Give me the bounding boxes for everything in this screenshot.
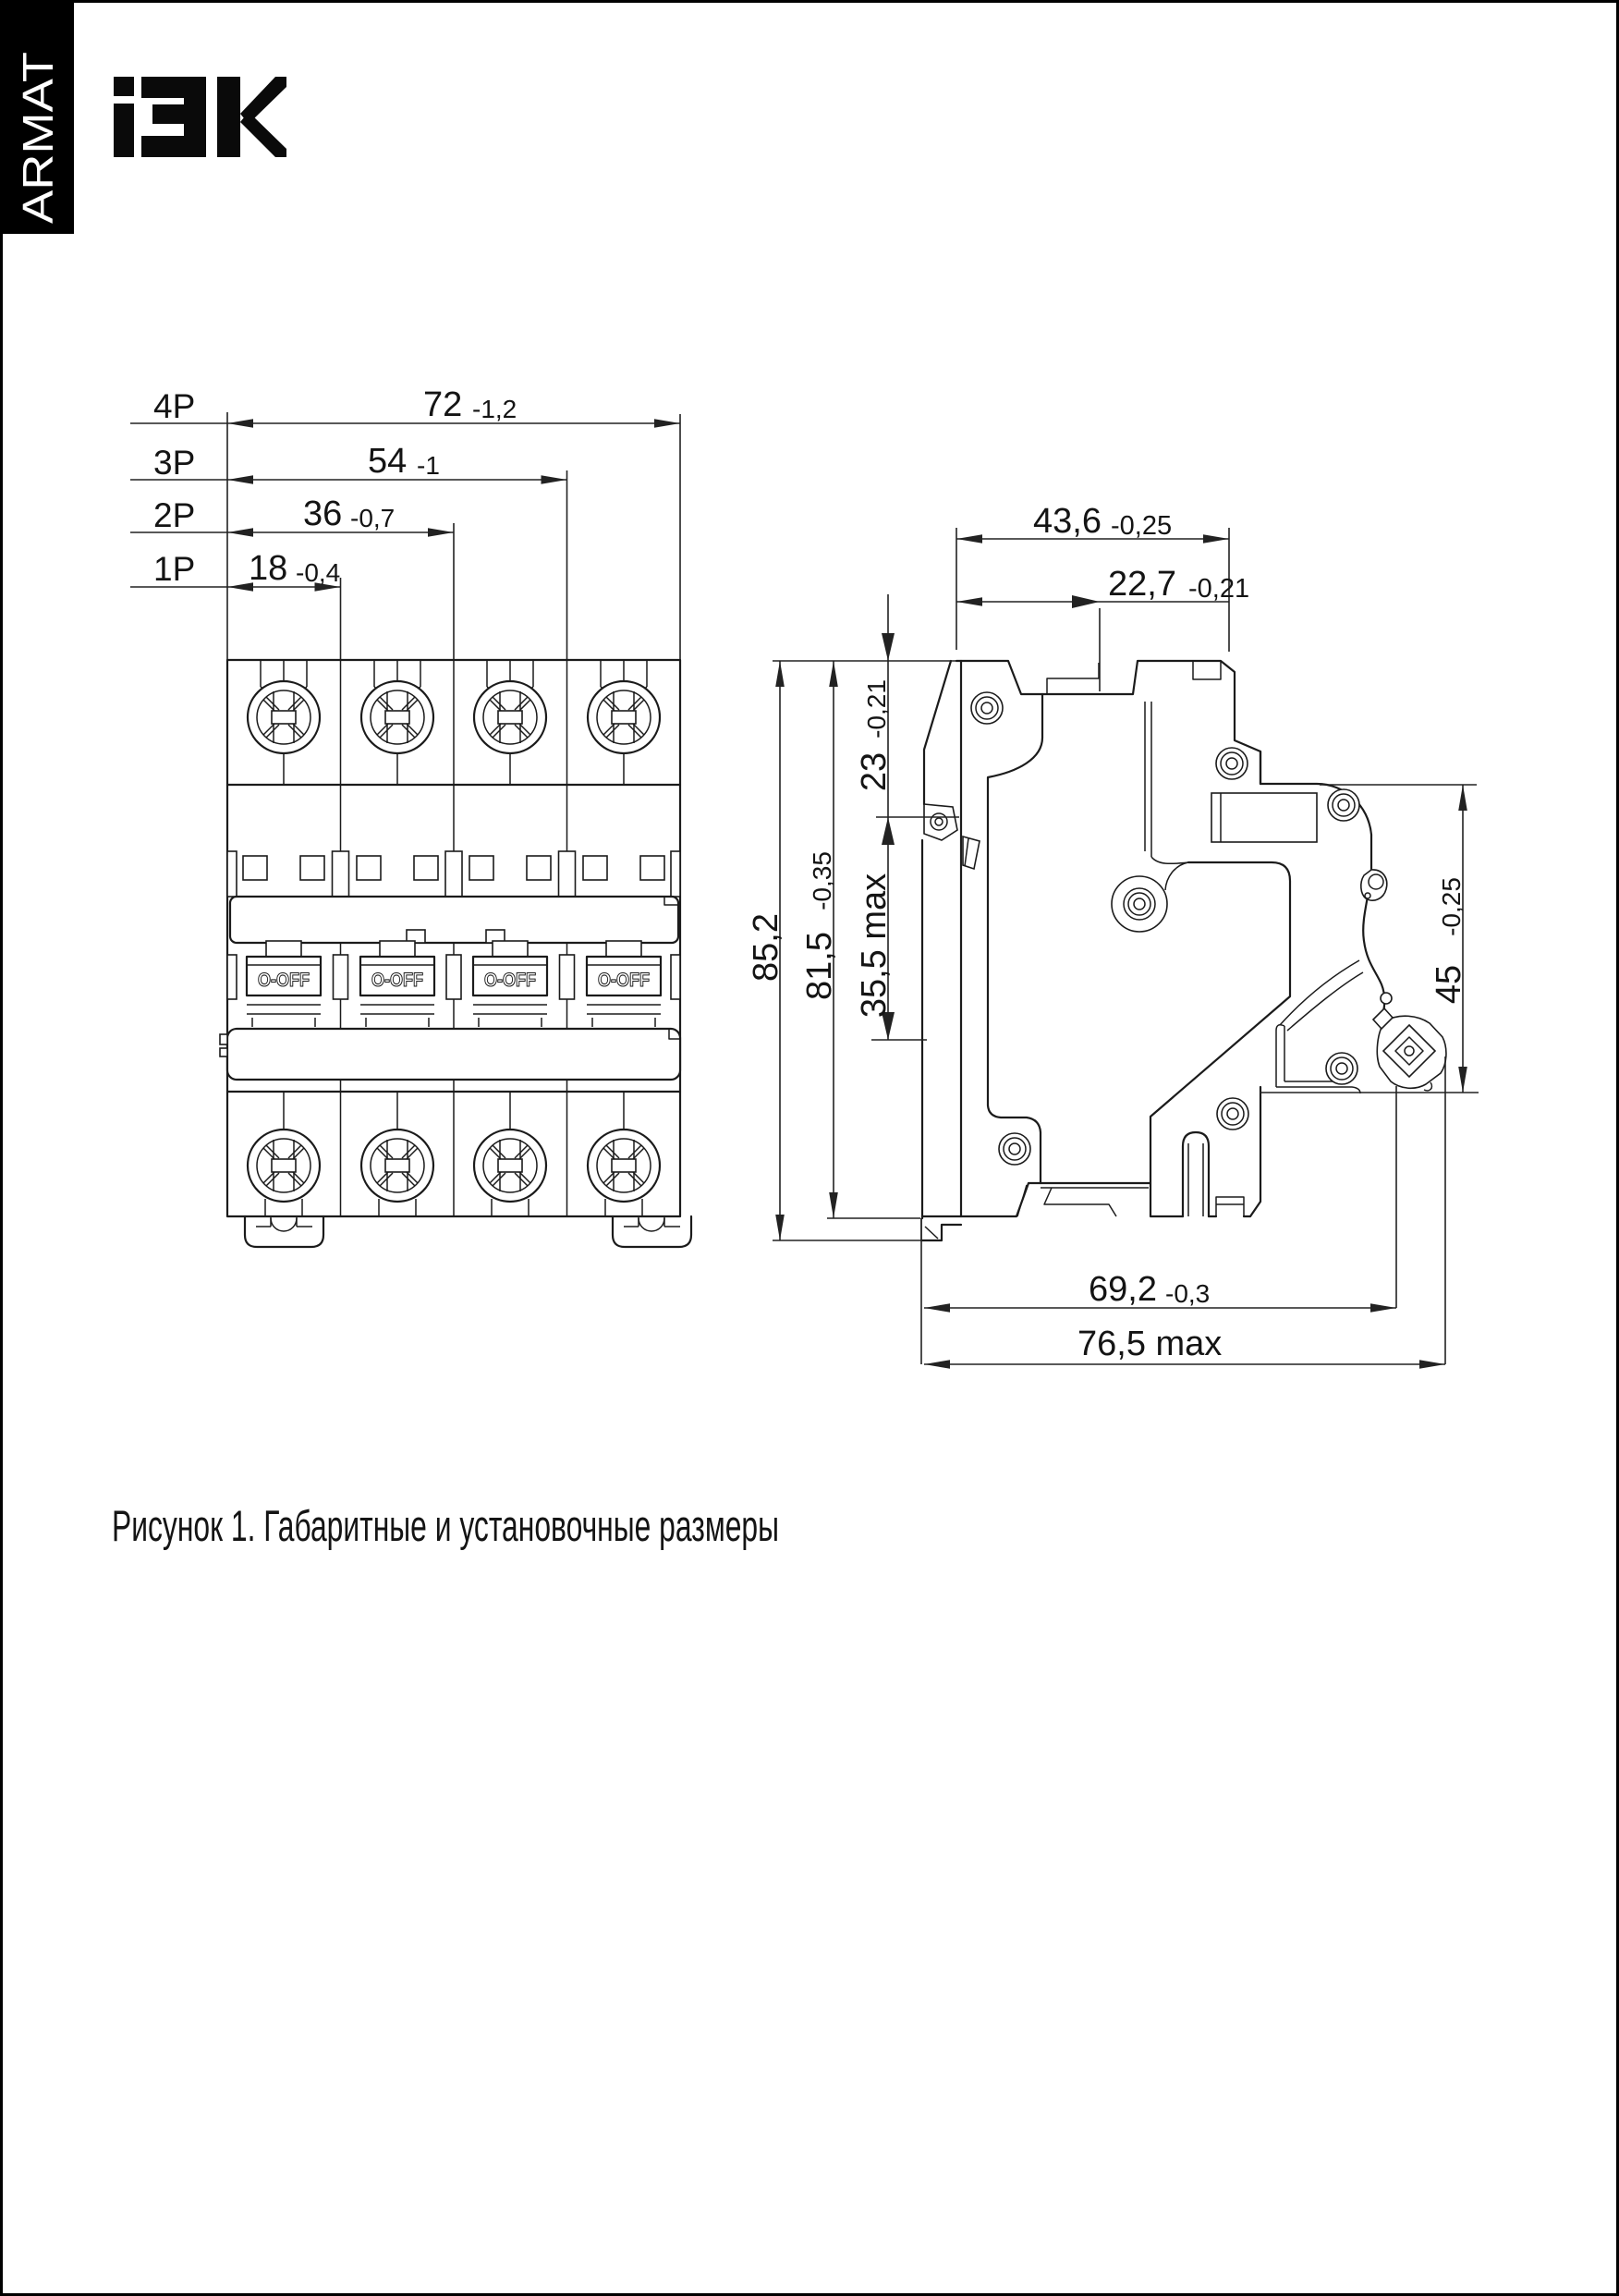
pole-count-label-4p: 4P	[153, 387, 196, 425]
brand-sidebar	[3, 3, 74, 234]
handle-off-label-3: O-OFF	[484, 970, 537, 991]
dim-35-5-value: 35,5 max	[855, 873, 894, 1019]
dim-69-2-value: 69,2	[1089, 1270, 1157, 1309]
pole-count-label-2p: 2P	[153, 496, 196, 534]
handle-off-label-4: O-OFF	[598, 970, 651, 991]
dim-22-7-tolerance: -0,21	[1188, 574, 1250, 604]
dim-23-value: 23	[855, 751, 894, 792]
dim-4p-value: 72	[423, 385, 463, 424]
dim-4p-tolerance: -1,2	[472, 395, 517, 423]
dim-85-2-value: 85,2	[747, 913, 785, 982]
dim-69-2-tolerance: -0,3	[1165, 1279, 1211, 1308]
dim-45-value: 45	[1430, 964, 1468, 1005]
dim-81-5-tolerance: -0,35	[808, 851, 836, 910]
toggle-handle-pole1	[247, 957, 321, 1027]
dim-2p-value: 36	[303, 495, 343, 533]
breaker-front-view	[220, 660, 691, 1247]
dim-1p-tolerance: -0,4	[296, 558, 341, 587]
bottom-terminal-pole3	[474, 1092, 546, 1216]
front-pole-dimensions	[130, 385, 680, 660]
toggle-base-zone	[227, 851, 680, 897]
top-terminal-pole3	[474, 660, 546, 785]
handle-off-label-2: O-OFF	[371, 970, 424, 991]
toggle-handle-pole2	[360, 957, 434, 1027]
dim-3p-value: 54	[368, 442, 408, 481]
dim-3p-tolerance: -1	[417, 451, 440, 480]
toggle-handle-pole4	[587, 957, 661, 1027]
top-terminal-pole4	[588, 660, 660, 785]
bottom-terminal-pole4	[588, 1092, 660, 1216]
side-dimensions	[747, 502, 1479, 1364]
brand-sidebar-label: ARMAT	[14, 78, 62, 224]
dim-43-6-value: 43,6	[1033, 502, 1102, 541]
din-clip-right	[613, 1216, 691, 1247]
handle-off-label-1: O-OFF	[258, 970, 310, 991]
dim-22-7-value: 22,7	[1108, 565, 1176, 604]
dim-23-tolerance: -0,21	[862, 679, 891, 739]
dim-2p-tolerance: -0,7	[350, 504, 396, 532]
bottom-terminal-pole2	[361, 1092, 433, 1216]
top-terminal-pole1	[248, 660, 320, 785]
figure-caption: Рисунок 1. Габаритные и установочные размеры	[112, 1501, 780, 1550]
toggle-handle-pole3	[473, 957, 547, 1027]
handle-tie-bar	[230, 897, 678, 943]
top-terminal-pole2	[361, 660, 433, 785]
dim-76-5-value: 76,5 max	[1077, 1325, 1223, 1363]
breaker-side-view	[921, 661, 1446, 1240]
front-plate-bar	[220, 1029, 680, 1080]
bottom-terminal-pole1	[248, 1092, 320, 1216]
dim-1p-value: 18	[249, 549, 288, 588]
dim-43-6-tolerance: -0,25	[1111, 511, 1173, 541]
dim-45-tolerance: -0,25	[1437, 877, 1466, 936]
din-clip-left	[245, 1216, 323, 1247]
iek-logo	[114, 77, 286, 157]
side-terminal-screw	[1373, 1008, 1446, 1091]
pole-count-label-3p: 3P	[153, 444, 196, 482]
technical-drawing	[3, 3, 1619, 2296]
dim-81-5-value: 81,5	[800, 932, 839, 1000]
pole-count-label-1p: 1P	[153, 550, 196, 588]
